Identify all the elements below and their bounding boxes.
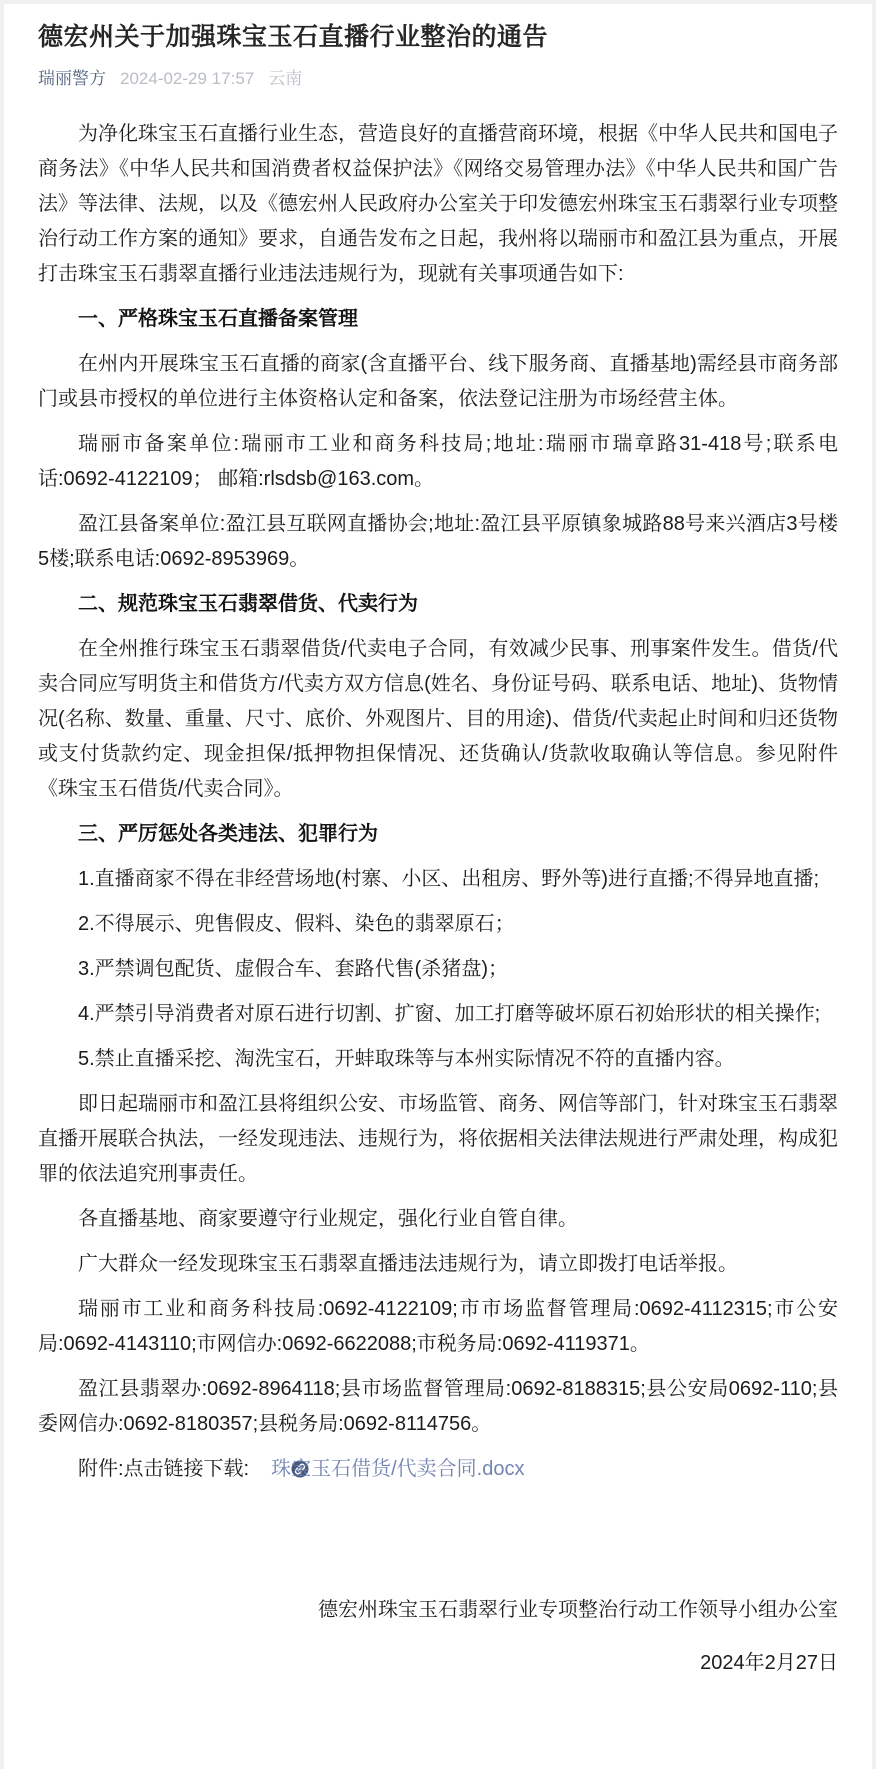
paragraph-enforcement: 即日起瑞丽市和盈江县将组织公安、市场监管、商务、网信等部门，针对珠宝玉石翡翠直播开展联合执法，一经发现违法、违规行为，将依据相关法律法规进行严肃处理，构成犯罪的依法追究刑事责任。: [38, 1093, 838, 1185]
section-heading-2: 二、规范珠宝玉石翡翠借货、代卖行为: [78, 593, 418, 615]
paragraph-report-call: 广大群众一经发现珠宝玉石翡翠直播违法违规行为，请立即拨打电话举报。: [78, 1253, 738, 1275]
paragraph-self-discipline: 各直播基地、商家要遵守行业规定，强化行业自管自律。: [78, 1208, 578, 1230]
attachment-label: 附件:点击链接下载:: [78, 1458, 250, 1480]
paragraph-ruili-phones: 瑞丽市工业和商务科技局:0692-4122109;市市场监督管理局:0692-4112315;市公安局:0692-4143110;市网信办:0692-6622088;市税务局:0692-4119371。: [38, 1298, 838, 1355]
attachment-link[interactable]: 珠宝玉石借货/代卖合同.docx: [271, 1458, 525, 1480]
list-item-1: 1.直播商家不得在非经营场地(村寨、小区、出租房、野外等)进行直播;不得异地直播;: [78, 868, 820, 890]
link-icon: [251, 1455, 269, 1473]
list-item-3: 3.严禁调包配货、虚假合车、套路代售(杀猪盘)；: [78, 958, 508, 980]
list-item-4: 4.严禁引导消费者对原石进行切割、扩窗、加工打磨等破坏原石初始形状的相关操作;: [78, 1003, 821, 1025]
attachment-row: [38, 1452, 838, 1487]
document-date: 2024年2月27日: [700, 1652, 838, 1674]
paragraph-intro: 为净化珠宝玉石直播行业生态，营造良好的直播营商环境，根据《中华人民共和国电子商务法》《中华人民共和国消费者权益保护法》《网络交易管理办法》《中华人民共和国广告法》等法律、法规，以及《德宏州人民政府办公室关于印发德宏州珠宝玉石翡翠行业专项整治行动工作方案的通知》要求，自通告发布之日起，我州将以瑞丽市和盈江县为重点，开展打击珠宝玉石翡翠直播行业违法违规行为，现就有关事项通告如下:: [38, 123, 838, 285]
paragraph-ruili-registration: 瑞丽市备案单位:瑞丽市工业和商务科技局;地址:瑞丽市瑞章路31-418号;联系电话:0692-4122109； 邮箱:rlsdsb@163.com。: [38, 433, 838, 490]
author-link[interactable]: 瑞丽警方: [38, 69, 106, 88]
paragraph-yingjiang-registration: 盈江县备案单位:盈江县互联网直播协会;地址:盈江县平原镇象城路88号来兴酒店3号楼5楼;联系电话:0692-8953969。: [38, 513, 838, 570]
list-item-2: 2.不得展示、兜售假皮、假料、染色的翡翠原石；: [78, 913, 515, 935]
signature-line: 德宏州珠宝玉石翡翠行业专项整治行动工作领导小组办公室: [318, 1599, 838, 1621]
publish-datetime: 2024-02-29 17:57: [120, 69, 255, 88]
byline: [38, 67, 838, 91]
section-heading-3: 三、严厉惩处各类违法、犯罪行为: [78, 823, 378, 845]
list-item-5: 5.禁止直播采挖、淘洗宝石，开蚌取珠等与本州实际情况不符的直播内容。: [78, 1048, 735, 1070]
page-title: 德宏州关于加强珠宝玉石直播行业整治的通告: [38, 23, 549, 51]
paragraph: 在全州推行珠宝玉石翡翠借货/代卖电子合同，有效减少民事、刑事案件发生。借货/代卖合同应写明货主和借货方/代卖方双方信息(姓名、身份证号码、联系电话、地址)、货物情况(名称、数量、重量、尺寸、底价、外观图片、目的用途)、借货/代卖起止时间和归还货物或支付货款约定、现金担保/抵押物担保情况、还货确认/货款收取确认等信息。参见附件《珠宝玉石借货/代卖合同》。: [38, 638, 838, 800]
paragraph: 在州内开展珠宝玉石直播的商家(含直播平台、线下服务商、直播基地)需经县市商务部门或县市授权的单位进行主体资格认定和备案，依法登记注册为市场经营主体。: [38, 353, 838, 410]
paragraph-yingjiang-phones: 盈江县翡翠办:0692-8964118;县市场监督管理局:0692-8188315;县公安局0692-110;县委网信办:0692-8180357;县税务局:0692-8114756。: [38, 1378, 838, 1435]
article-card: [4, 4, 872, 1769]
publish-location: 云南: [268, 69, 303, 88]
section-heading-1: 一、严格珠宝玉石直播备案管理: [78, 308, 358, 330]
article-body: [38, 117, 838, 1681]
